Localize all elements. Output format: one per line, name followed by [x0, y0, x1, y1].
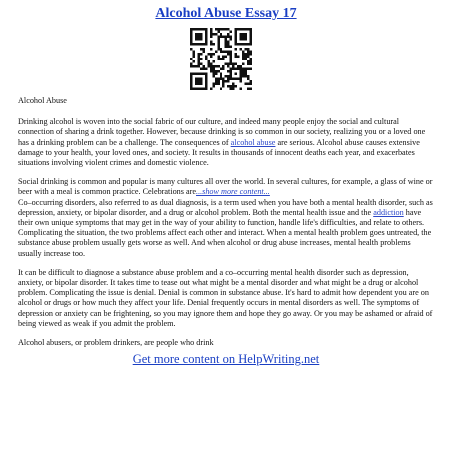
paragraph-1-text-b: are serious. Alcohol abuse causes extensive damage to your health, your loved ones, and society. It results in thousands of innocent deaths each year, and exacerbates situations involving violent crimes and domestic violence. — [18, 137, 420, 168]
addiction-link[interactable]: addiction — [373, 207, 404, 217]
paragraph-5: Alcohol abusers, or problem drinkers, are people who drink — [18, 338, 214, 348]
show-more-link[interactable]: ...show more content... — [196, 187, 270, 197]
paragraph-1 — [18, 117, 436, 168]
paragraph-3 — [18, 198, 436, 259]
paragraph-3-text-a: Co–occurring disorders, also referred to as dual diagnosis, is a term used when you have both a mental health disorder, such as depression, anxiety, or bipolar disorder, and a drug or alcohol problem. Both the mental health issue and the — [18, 197, 433, 217]
get-more-content-link[interactable]: Get more content on HelpWriting.net — [132, 352, 320, 366]
qr-code — [190, 28, 252, 90]
essay-title-link[interactable]: Alcohol Abuse Essay 17 — [155, 6, 297, 21]
essay-heading: Alcohol Abuse — [18, 96, 67, 105]
alcohol-abuse-link[interactable]: alcohol abuse — [230, 137, 276, 147]
paragraph-3-text-b: have their own unique symptoms that may get in the way of your ability to function, handle life's difficulties, and relate to others. Complicating the situation, the two problems affect each other and interact. When a mental health problem goes untreated, the substance abuse problem usually gets worse as well. And when alcohol or drug abuse increases, mental health problems usually increase too. — [18, 207, 432, 258]
paragraph-2-text: Social drinking is common and popular is many cultures all over the world. In several cultures, for example, a glass of wine or beer with a meal is common practice. Celebrations are — [18, 177, 433, 197]
paragraph-1-text-a: Drinking alcohol is woven into the social fabric of our culture, and indeed many people enjoy the social and cultural connection of sharing a drink together. However, because drinking is so common in our society, realizing you or a loved one has a drinking problem can be a challenge. The consequences of — [18, 117, 426, 147]
paragraph-2 — [18, 177, 436, 197]
essay-body — [18, 96, 436, 357]
paragraph-4: It can be difficult to diagnose a substance abuse problem and a co–occurring mental health disorder such as depression, anxiety, or bipolar disorder. It takes time to tease out what might be a mental disorder and what might be a drug or alcohol problem. Complicating the issue is denial. Denial is common in substance abuse. It's hard to admit how dependent you are on alcohol or drugs or how much they affect your life. Denial frequently occurs in mental disorders as well. The symptoms of depression or anxiety can be frightening, so you may ignore them and hope they go away. Or you may be ashamed or afraid of being viewed as weak if you admit the problem. — [18, 267, 433, 328]
